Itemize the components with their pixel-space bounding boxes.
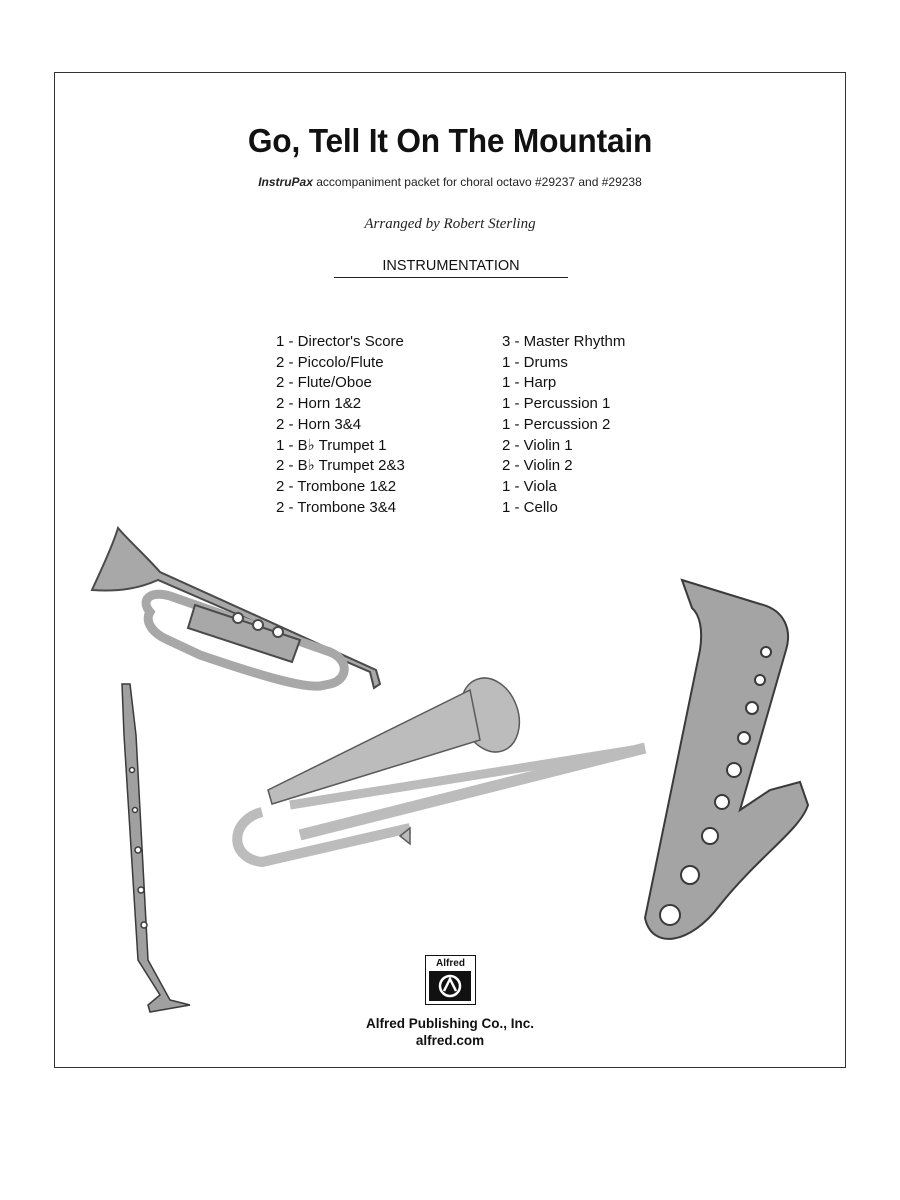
publisher-name: Alfred Publishing Co., Inc. [365,1016,534,1031]
clarinet-illustration [122,684,190,1012]
list-item: 2 - Flute/Oboe [276,374,372,392]
list-item: 1 - Director's Score [276,333,404,350]
page-title: Go, Tell It On The Mountain [247,122,653,159]
list-item: 1 - Percussion 2 [502,415,611,433]
list-item: 2 - Horn 3&4 [276,415,362,433]
trombone-illustration [237,670,645,862]
list-item: 2 - Piccolo/Flute [276,353,384,371]
subtitle-brand: InstruPax [258,175,313,189]
publisher-logo [425,955,476,1005]
list-item: 2 - Horn 1&2 [276,395,362,413]
publisher-website: alfred.com [415,1033,485,1048]
list-item: 2 - Violin 1 [502,436,573,454]
list-item: 1 - Harp [502,374,557,392]
list-item: 2 - Trombone 3&4 [276,498,397,516]
logo-text: Alfred [436,958,465,969]
list-item: 1 - B♭ Trumpet 1 [276,436,387,454]
arranger-credit: Arranged by Robert Sterling [364,216,536,232]
list-item: 1 - Cello [502,498,558,516]
subtitle-text: accompaniment packet for choral octavo #29237 and #29238 [312,175,642,189]
list-item: 3 - Master Rhythm [502,333,626,350]
list-item: 1 - Drums [502,353,568,371]
list-item: 2 - Violin 2 [502,457,573,475]
instrumentation-heading: INSTRUMENTATION [334,258,568,278]
alfred-logo-icon [429,971,471,1001]
list-item: 1 - Viola [502,477,557,495]
list-item: 2 - B♭ Trumpet 2&3 [276,457,405,475]
trumpet-illustration [92,528,380,688]
list-item: 1 - Percussion 1 [502,395,611,413]
saxophone-illustration [645,580,808,939]
list-item: 2 - Trombone 1&2 [276,477,397,495]
